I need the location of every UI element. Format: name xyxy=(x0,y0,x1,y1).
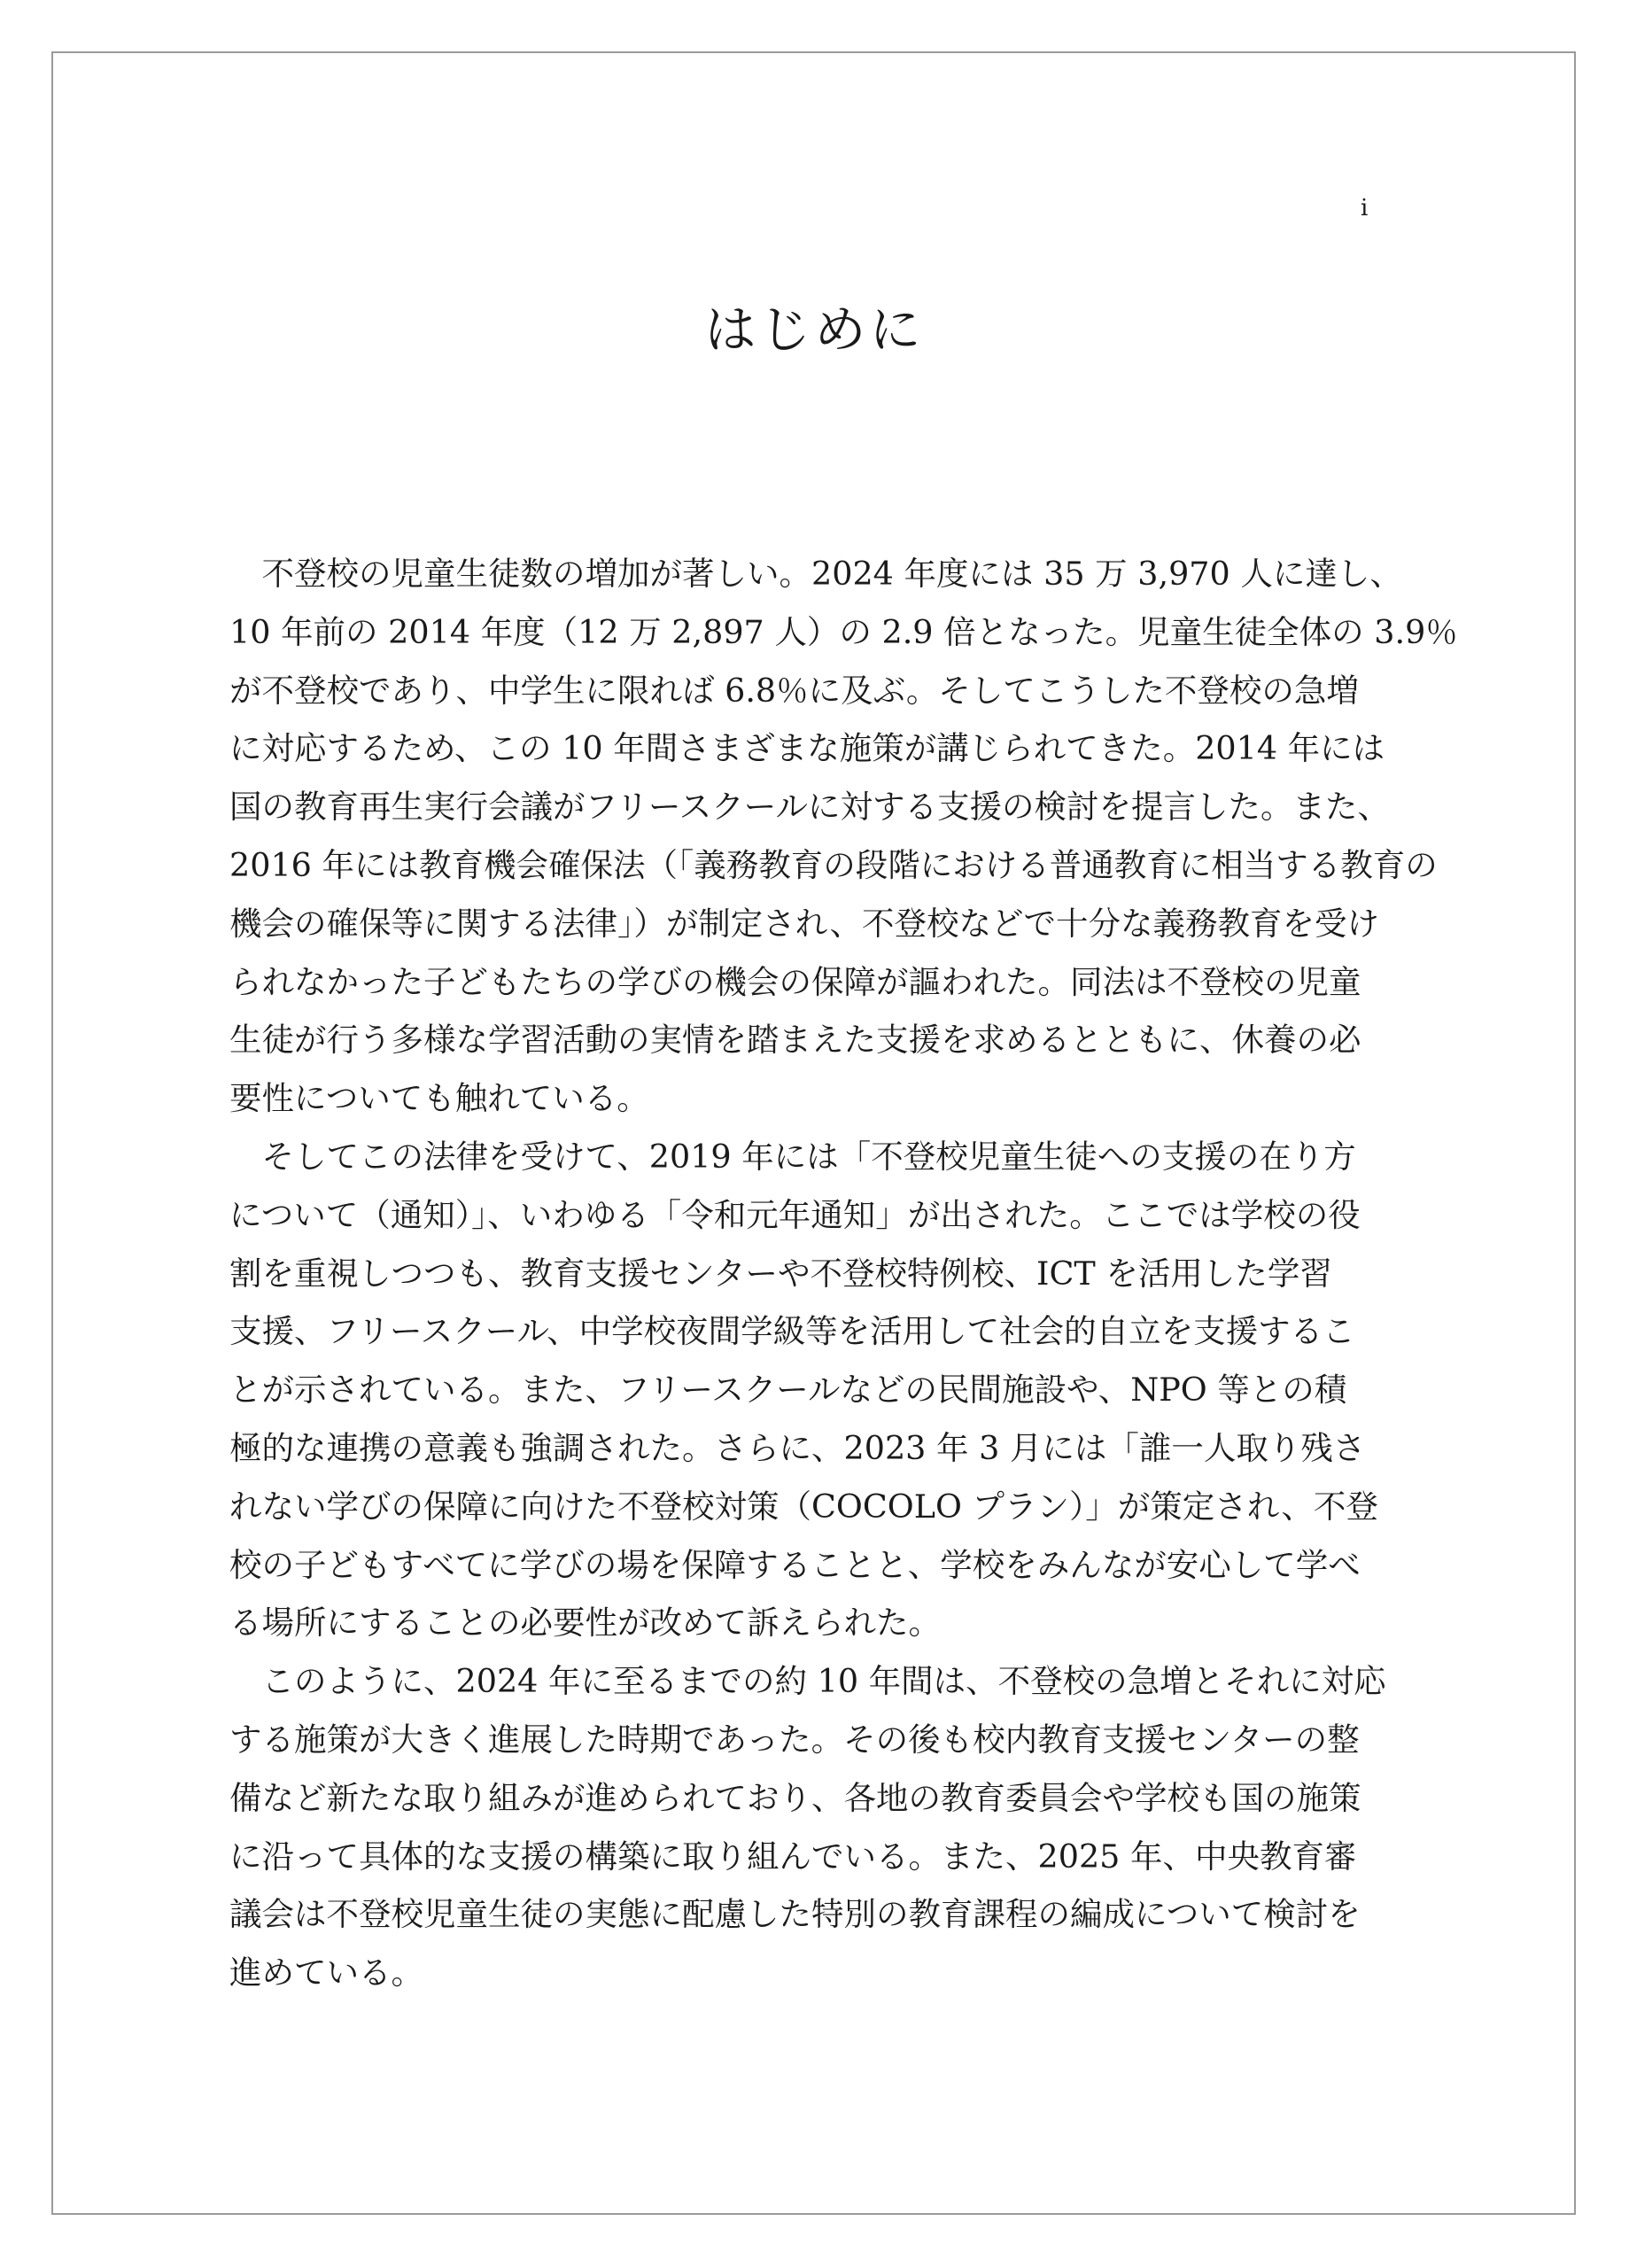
body-text xyxy=(229,545,1458,2002)
text-line: 機会の確保等に関する法律」）が制定され、不登校などで十分な義務教育を受け xyxy=(229,904,1379,943)
text-line: 国の教育再生実行会議がフリースクールに対する支援の検討を提言した。また、 xyxy=(229,788,1390,827)
text-line: 2016 年には教育機会確保法（「義務教育の段階における普通教育に相当する教育の xyxy=(229,845,1438,884)
text-line: 極的な連携の意義も強調された。さらに、2023 年 3 月には「誰一人取り残さ xyxy=(229,1428,1366,1467)
text-line: 10 年前の 2014 年度（12 万 2,897 人）の 2.9 倍となった。児童生徒全体の 3.9％ xyxy=(229,612,1458,651)
chapter-title: はじめに xyxy=(704,299,925,360)
text-line: 備など新たな取り組みが進められており、各地の教育委員会や学校も国の施策 xyxy=(229,1778,1361,1817)
text-line: 生徒が行う多様な学習活動の実情を踏まえた支援を求めるとともに、休養の必 xyxy=(229,1021,1361,1060)
text-line: に沿って具体的な支援の構築に取り組んでいる。また、2025 年、中央教育審 xyxy=(229,1837,1357,1876)
text-line: る場所にすることの必要性が改めて訴えられた。 xyxy=(229,1604,941,1643)
text-line: られなかった子どもたちの学びの機会の保障が謳われた。同法は不登校の児童 xyxy=(229,962,1361,1001)
text-line: 不登校の児童生徒数の増加が著しい。2024 年度には 35 万 3,970 人に達し、 xyxy=(229,555,1402,593)
text-line: 支援、フリースクール、中学校夜間学級等を活用して社会的自立を支援するこ xyxy=(229,1312,1355,1351)
text-line: 進めている。 xyxy=(229,1953,423,1992)
text-line: 割を重視しつつも、教育支援センターや不登校特例校、ICT を活用した学習 xyxy=(229,1254,1332,1293)
text-line: このように、2024 年に至るまでの約 10 年間は、不登校の急増とそれに対応 xyxy=(229,1662,1386,1701)
page-number: i xyxy=(1361,195,1369,221)
text-line: とが示されている。また、フリースクールなどの民間施設や、NPO 等との積 xyxy=(229,1371,1347,1410)
text-line: について（通知）」、いわゆる「令和元年通知」が出された。ここでは学校の役 xyxy=(229,1195,1361,1234)
text-line: 議会は不登校児童生徒の実態に配慮した特別の教育課程の編成について検討を xyxy=(229,1895,1361,1934)
text-line: 校の子どもすべてに学びの場を保障することと、学校をみんなが安心して学べ xyxy=(229,1545,1361,1584)
text-line: が不登校であり、中学生に限れば 6.8％に及ぶ。そしてこうした不登校の急増 xyxy=(229,671,1359,710)
text-line: れない学びの保障に向けた不登校対策（COCOLO プラン）」が策定され、不登 xyxy=(229,1487,1378,1526)
text-line: する施策が大きく進展した時期であった。その後も校内教育支援センターの整 xyxy=(229,1720,1360,1759)
text-line: に対応するため、この 10 年間さまざまな施策が講じられてきた。2014 年には xyxy=(229,729,1385,768)
text-line: 要性についても触れている。 xyxy=(229,1079,649,1118)
text-line: そしてこの法律を受けて、2019 年には「不登校児童生徒への支援の在り方 xyxy=(229,1137,1356,1176)
